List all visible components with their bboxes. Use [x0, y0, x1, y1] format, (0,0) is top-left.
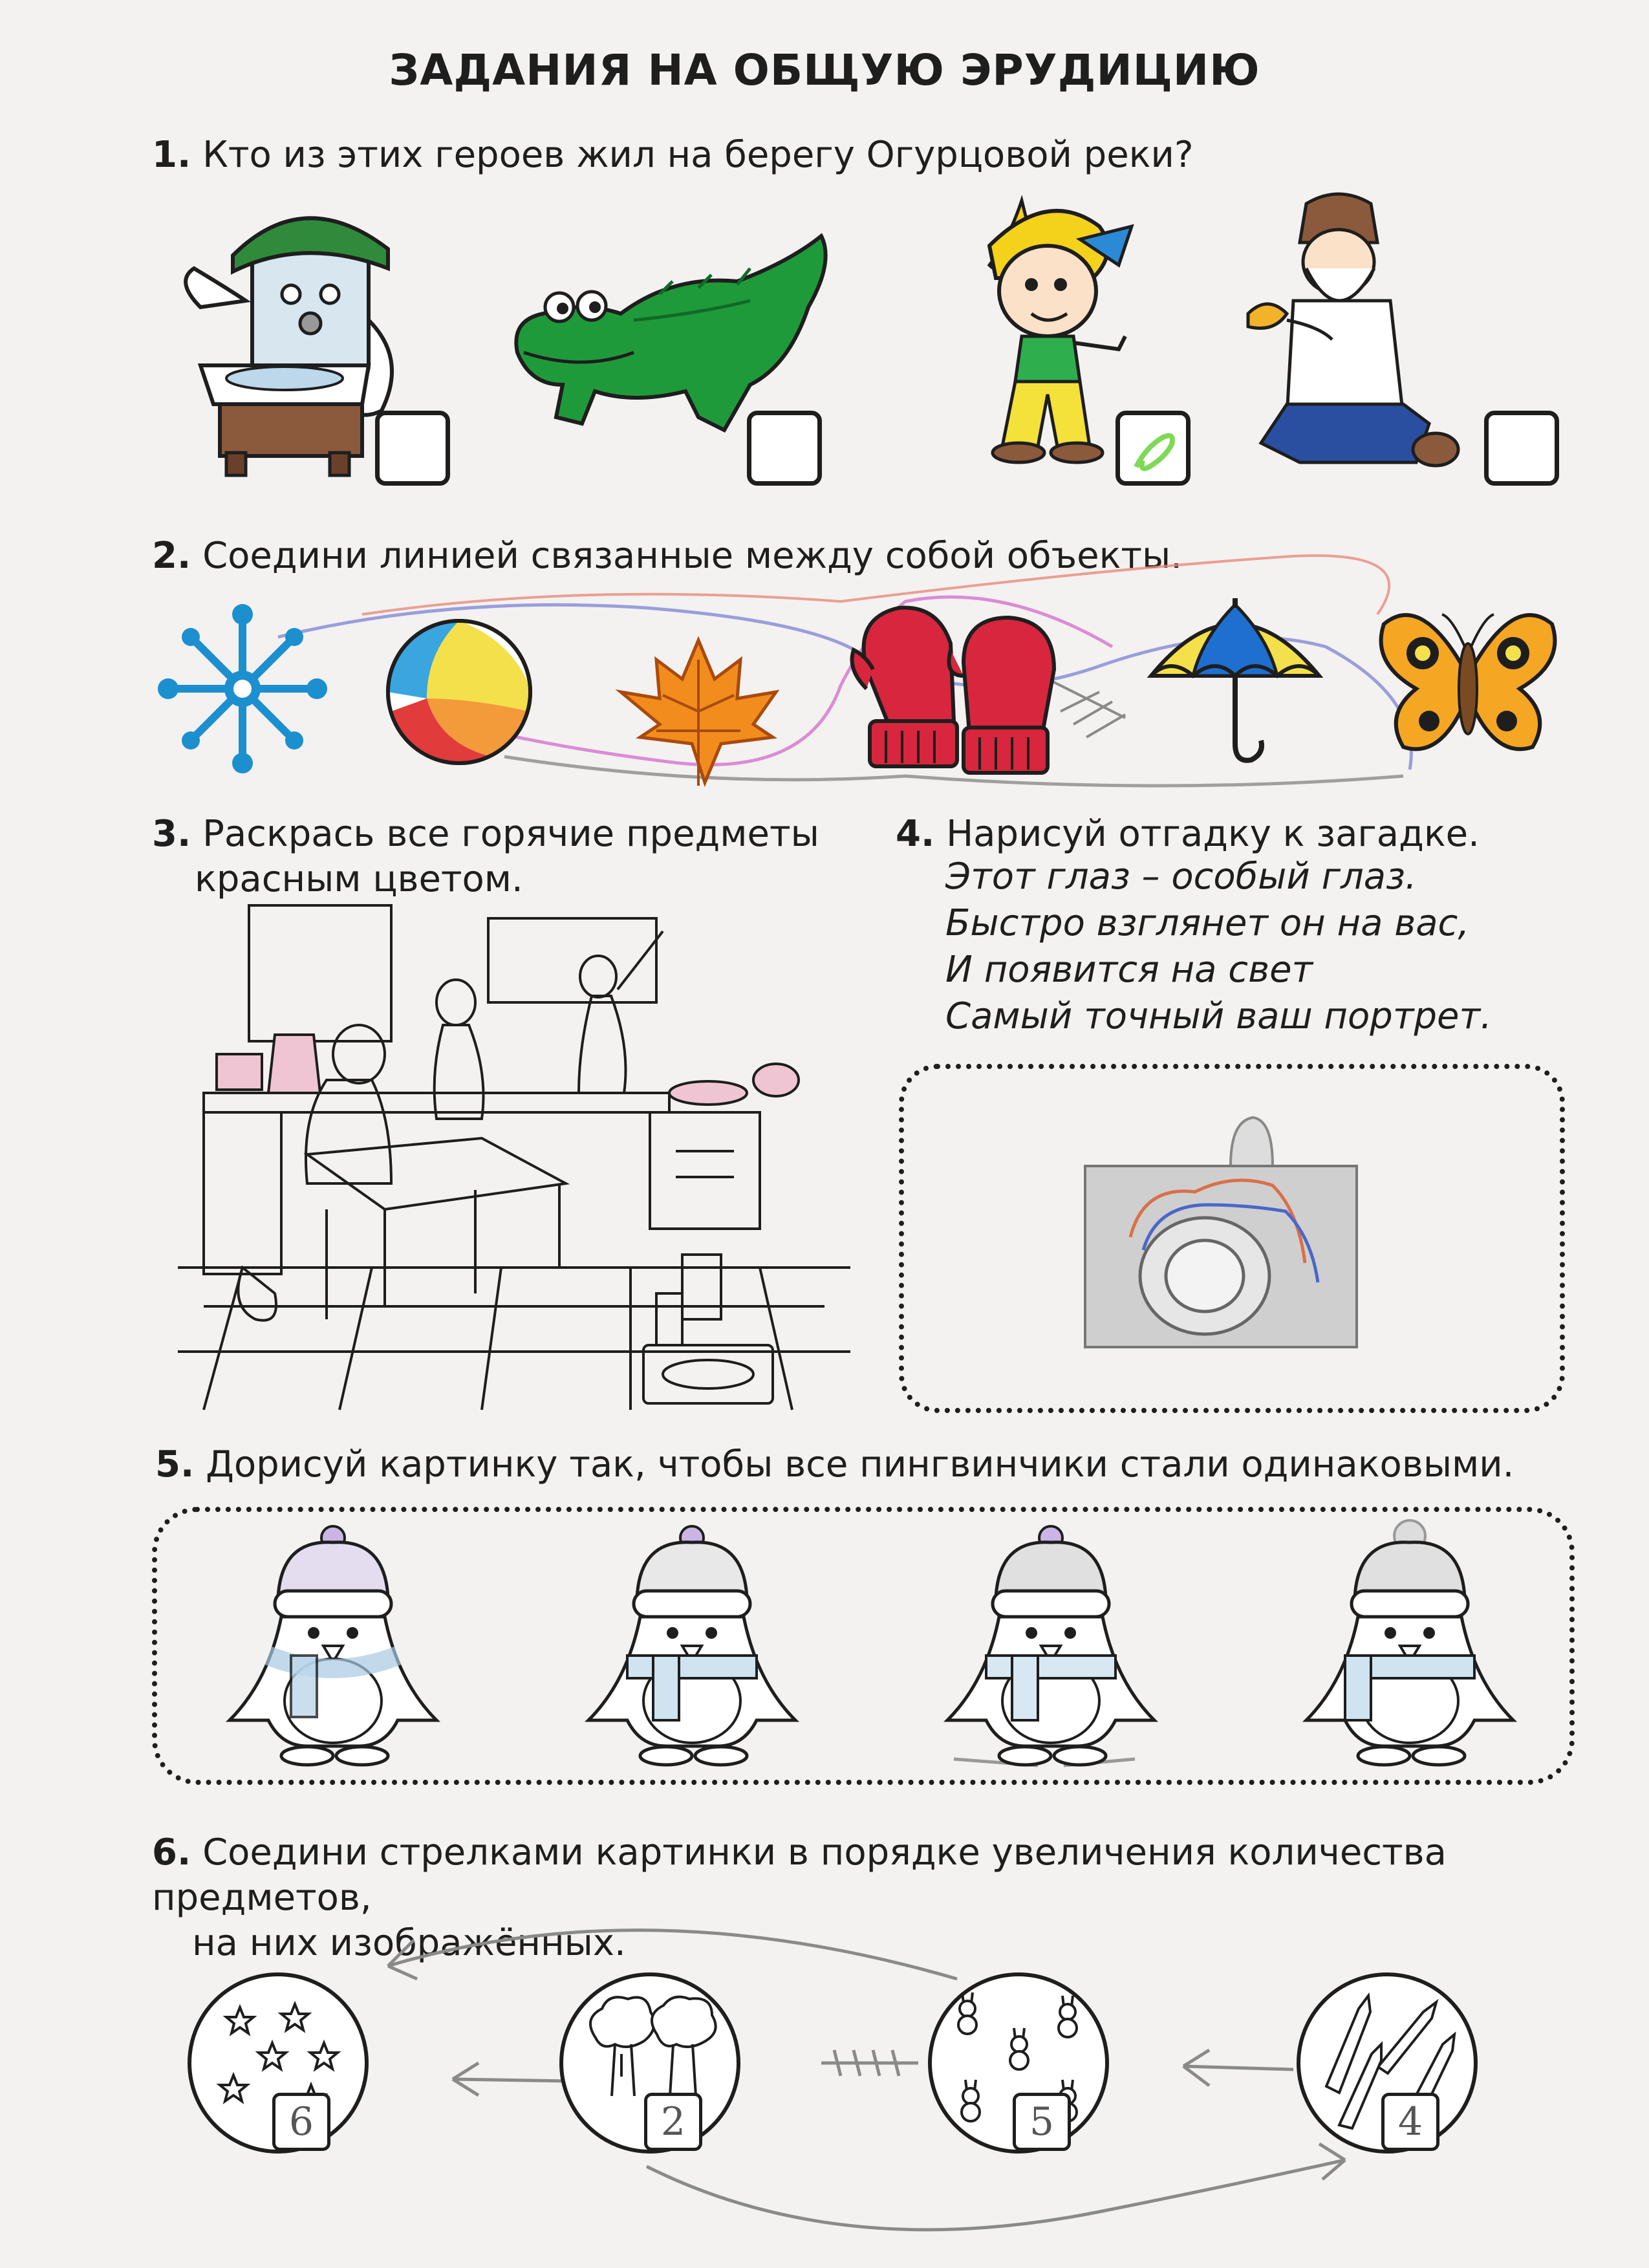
- question-5-text: Дорисуй картинку так, чтобы все пингвинчики стали одинаковыми.: [206, 1443, 1514, 1485]
- question-5-number: 5.: [155, 1443, 195, 1485]
- riddle-line-3: И появится на свет: [945, 949, 1313, 991]
- question-6-number: 6.: [152, 1831, 191, 1874]
- question-4-number: 4.: [896, 813, 935, 855]
- trees-icon: [583, 1993, 725, 2102]
- question-2-text: Соедини линией связанные между собой объекты.: [202, 535, 1183, 577]
- question-3-line1: Раскрась все горячие предметы: [202, 813, 819, 855]
- riddle-line-1: Этот глаз – особый глаз.: [945, 856, 1417, 898]
- question-6-line1: Соедини стрелками картинки в порядке увеличения количества предметов,: [152, 1831, 1447, 1919]
- riddle-line-4: Самый точный ваш портрет.: [945, 995, 1492, 1037]
- page-title: ЗАДАНИЯ НА ОБЩУЮ ЭРУДИЦИЮ: [389, 45, 1260, 95]
- question-1-number: 1.: [152, 134, 191, 176]
- question-3-line2: красным цветом.: [195, 858, 523, 900]
- circle-rabbits[interactable]: [928, 1972, 1109, 2154]
- question-1-text: Кто из этих героев жил на берегу Огурцовой реки?: [202, 134, 1194, 176]
- riddle-line-2: Быстро взглянет он на вас,: [945, 902, 1470, 944]
- circle-trees[interactable]: [559, 1972, 740, 2154]
- question-2-number: 2.: [152, 535, 191, 577]
- question-4-text: Нарисуй отгадку к загадке.: [946, 813, 1480, 855]
- answer-box-rabbits[interactable]: 5: [1013, 2093, 1071, 2151]
- circle-stars[interactable]: [188, 1972, 369, 2154]
- question-6-line2: на них изображённых.: [192, 1922, 626, 1964]
- answer-box-trees[interactable]: 2: [644, 2093, 702, 2151]
- question-3-number: 3.: [152, 813, 191, 855]
- answer-box-pencils[interactable]: 4: [1381, 2093, 1439, 2151]
- answer-box-stars[interactable]: 6: [272, 2093, 330, 2151]
- circle-pencils[interactable]: [1297, 1972, 1478, 2154]
